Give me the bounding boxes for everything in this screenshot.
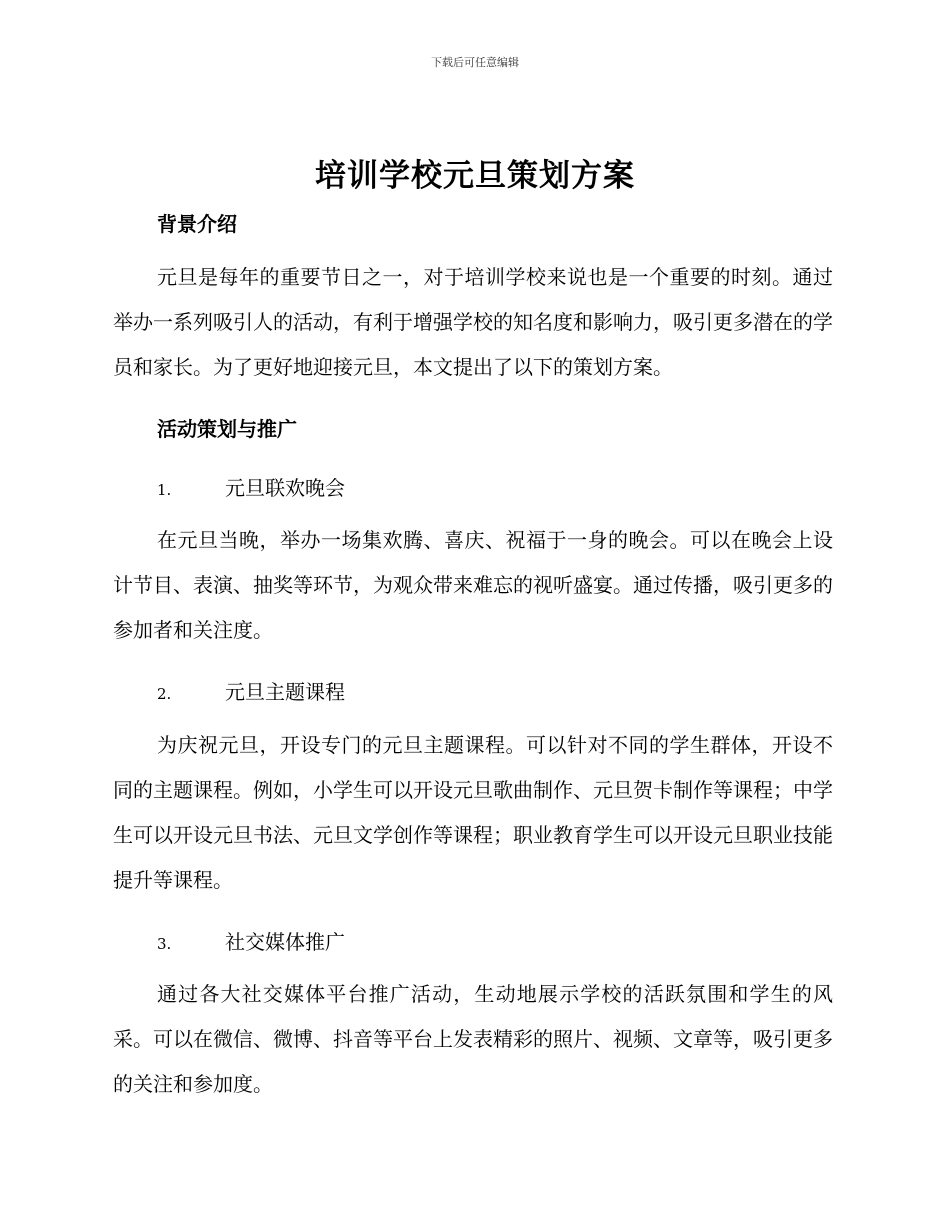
section-heading-background: 背景介绍 xyxy=(157,212,237,236)
section-heading-activities: 活动策划与推广 xyxy=(157,417,297,441)
list-label: 元旦联欢晚会 xyxy=(225,476,345,500)
list-item-1 xyxy=(157,472,345,501)
header-note: 下载后可任意编辑 xyxy=(431,56,519,69)
list-item-3 xyxy=(157,926,345,955)
paragraph-item-1: 在元旦当晚，举办一场集欢腾、喜庆、祝福于一身的晚会。可以在晚会上设计节目、表演、抽奖等环节，为观众带来难忘的视听盛宴。通过传播，吸引更多的参加者和关注度。 xyxy=(113,528,833,642)
list-number: 2. xyxy=(157,685,172,703)
list-label: 元旦主题课程 xyxy=(225,680,345,704)
list-item-2 xyxy=(157,676,345,705)
paragraph-background: 元旦是每年的重要节日之一，对于培训学校来说也是一个重要的时刻。通过举办一系列吸引人的活动，有利于增强学校的知名度和影响力，吸引更多潜在的学员和家长。为了更好地迎接元旦，本文提出了以下的策划方案。 xyxy=(113,265,833,379)
list-number: 3. xyxy=(157,935,172,953)
paragraph-item-3: 通过各大社交媒体平台推广活动，生动地展示学校的活跃氛围和学生的风采。可以在微信、微博、抖音等平台上发表精彩的照片、视频、文章等，吸引更多的关注和参加度。 xyxy=(113,982,833,1096)
list-label: 社交媒体推广 xyxy=(225,930,345,954)
paragraph-item-2: 为庆祝元旦，开设专门的元旦主题课程。可以针对不同的学生群体，开设不同的主题课程。例如，小学生可以开设元旦歌曲制作、元旦贺卡制作等课程；中学生可以开设元旦书法、元旦文学创作等课程；职业教育学生可以开设元旦职业技能提升等课程。 xyxy=(113,733,833,892)
list-number: 1. xyxy=(157,481,172,499)
document-title: 培训学校元旦策划方案 xyxy=(315,158,635,194)
